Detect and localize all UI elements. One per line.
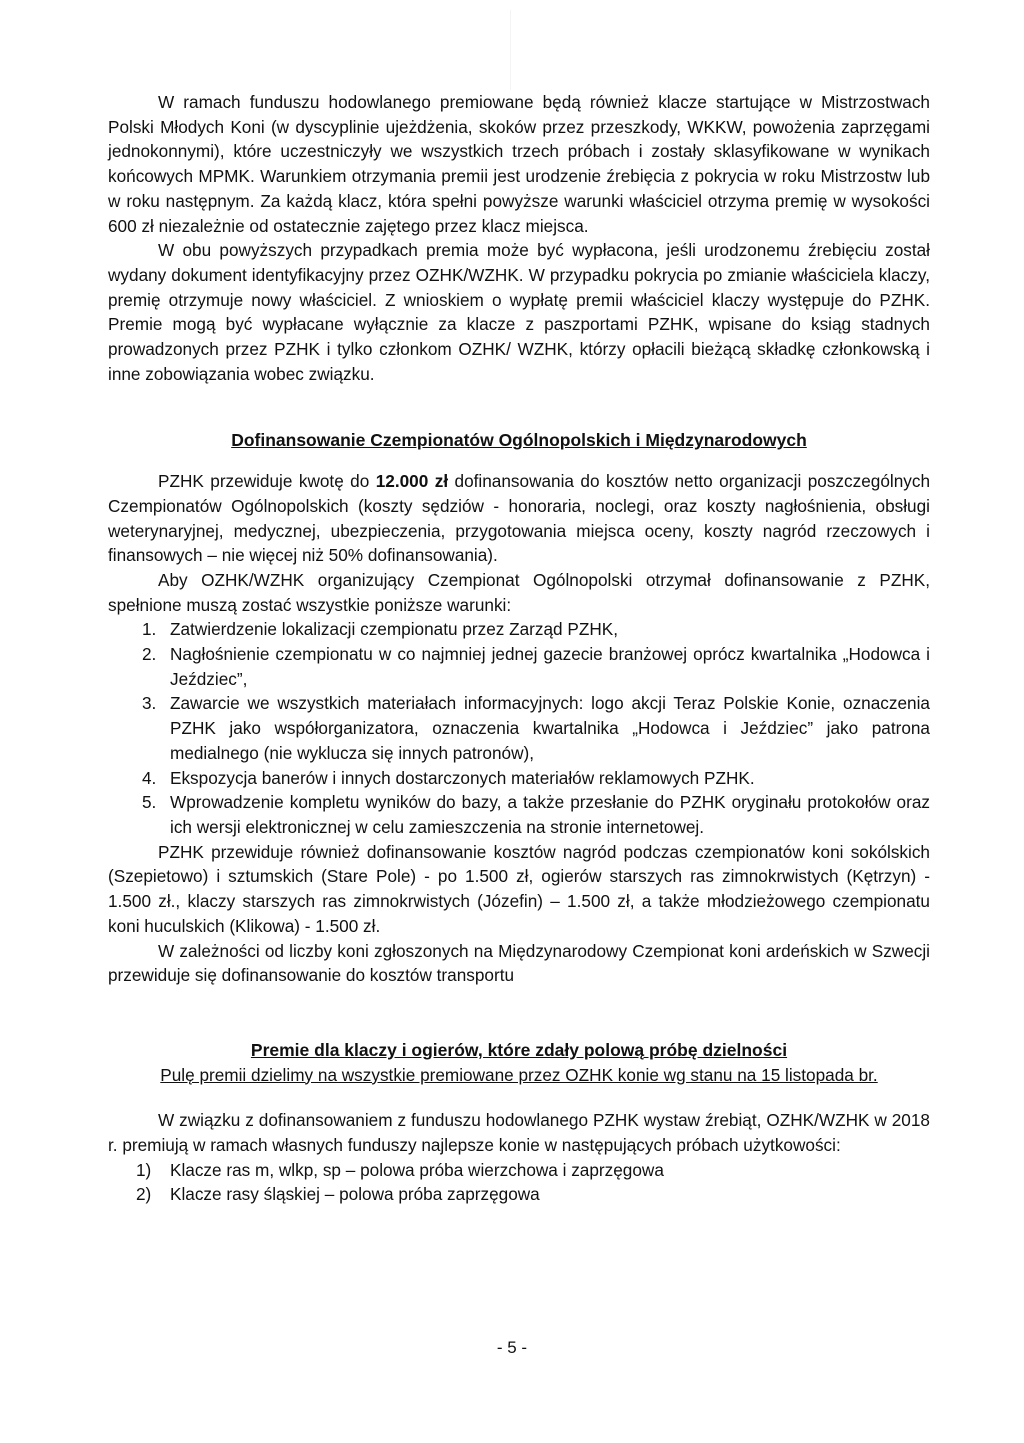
funding-conditions-list <box>108 617 930 839</box>
list-item: 2. Nagłośnienie czempionatu w co najmniej jednej gazecie branżowej oprócz kwartalnika „Hodowca i Jeździec”, <box>142 644 930 689</box>
list-item: 3. Zawarcie we wszystkich materiałach informacyjnych: logo akcji Teraz Polskie Konie, oznaczenia PZHK jako współorganizatora, oznaczenia kwartalnika „Hodowca i Jeździec” jako patrona medialnego (nie wyklucza się innych patronów), <box>142 693 930 763</box>
paragraph-transport-funding: W zależności od liczby koni zgłoszonych na Międzynarodowy Czempionat koni ardeńskich w Szwecji przewiduje się dofinansowanie do kosztów transportu <box>108 940 930 986</box>
paragraph-premium-conditions: W obu powyższych przypadkach premia może być wypłacona, jeśli urodzonemu źrebięciu został wydany dokument identyfikacyjny przez OZHK/WZHK. W przypadku pokrycia po zmianie właściciela klaczy, premię otrzymuje nowy właściciel. Z wnioskiem o wypłatę premii właściciel klaczy występuje do PZHK. Premie mogą być wypłacane wyłącznie za klacze z paszportami PZHK, wpisane do ksiąg stadnych prowadzonych przez PZHK i tylko członkom OZHK/ WZHK, którzy opłacili bieżącą składkę członkowską i inne zobowiązania wobec związku. <box>108 240 930 384</box>
paragraph-test-premiums-intro: W związku z dofinansowaniem z funduszu hodowlanego PZHK wystaw źrebiąt, OZHK/WZHK w 2018 r. premiują w ramach własnych funduszy najlepsze konie w następujących próbach użytkowości: <box>108 1110 930 1156</box>
list-item: 5. Wprowadzenie kompletu wyników do bazy, a także przesłanie do PZHK oryginału protokołów oraz ich wersji elektronicznej w celu zamieszczenia na stronie internetowej. <box>142 792 930 837</box>
paragraph-prize-funding: PZHK przewiduje również dofinansowanie kosztów nagród podczas czempionatów koni sokólskich (Szepietowo) i sztumskich (Stare Pole) - po 1.500 zł, ogierów starszych ras zimnokrwistych (Kętrzyn) - 1.500 zł., klaczy starszych ras zimnokrwistych (Józefin) – 1.500 zł, a także młodzieżowego czempionatu koni huculskich (Klikowa) - 1.500 zł. <box>108 841 930 936</box>
subheading-premium-pool: Pulę premii dzielimy na wszystkie premiowane przez OZHK konie wg stanu na 15 listopada br. <box>160 1064 878 1085</box>
heading-championship-funding: Dofinansowanie Czempionatów Ogólnopolskich i Międzynarodowych <box>231 430 807 451</box>
list-item: 1) Klacze ras m, wlkp, sp – polowa próba wierzchowa i zaprzęgowa <box>136 1159 664 1180</box>
heading-performance-test-premiums: Premie dla klaczy i ogierów, które zdały polową próbę dzielności <box>250 1039 788 1060</box>
page-number: - 5 - <box>496 1338 528 1357</box>
list-item: 2) Klacze rasy śląskiej – polowa próba zaprzęgowa <box>136 1184 540 1205</box>
scan-artifact <box>510 10 511 90</box>
paragraph-funding-conditions-intro: Aby OZHK/WZHK organizujący Czempionat Ogólnopolski otrzymał dofinansowanie z PZHK, spełnione muszą zostać wszystkie poniższe warunki: <box>108 569 930 615</box>
performance-tests-list <box>108 1158 930 1207</box>
funding-amount: 12.000 zł <box>375 471 449 492</box>
list-item: 1. Zatwierdzenie lokalizacji czempionatu przez Zarząd PZHK, <box>142 619 619 640</box>
paragraph-funding-amount: PZHK przewiduje kwotę do 12.000 zł dofinansowania do kosztów netto organizacji poszczególnych Czempionatów Ogólnopolskich (koszty sędziów - honoraria, noclegi, oraz koszty nagłośnienia, obsługi weterynaryjnej, medycznej, ubezpieczenia, przygotowania miejsca oceny, koszty nagród rzeczowych i finansowych – nie więcej niż 50% dofinansowania). <box>108 471 930 566</box>
list-item: 4. Ekspozycja banerów i innych dostarczonych materiałów reklamowych PZHK. <box>142 767 755 788</box>
page-content <box>108 90 930 1207</box>
paragraph-mpmk-premium: W ramach funduszu hodowlanego premiowane będą również klacze startujące w Mistrzostwach Polski Młodych Koni (w dyscyplinie ujeżdżenia, skoków przez przeszkody, WKKW, powożenia zaprzęgami jednokonnymi), które uczestniczyły we wszystkich trzech próbach i zostały sklasyfikowane w wynikach końcowych MPMK. Warunkiem otrzymania premii jest urodzenie źrebięcia z pokrycia w roku Mistrzostw lub w roku następnym. Za każdą klacz, która spełni powyższe warunki właściciel otrzyma premię w wysokości 600 zł niezależnie od ostatecznie zajętego przez klacz miejsca. <box>108 92 930 236</box>
